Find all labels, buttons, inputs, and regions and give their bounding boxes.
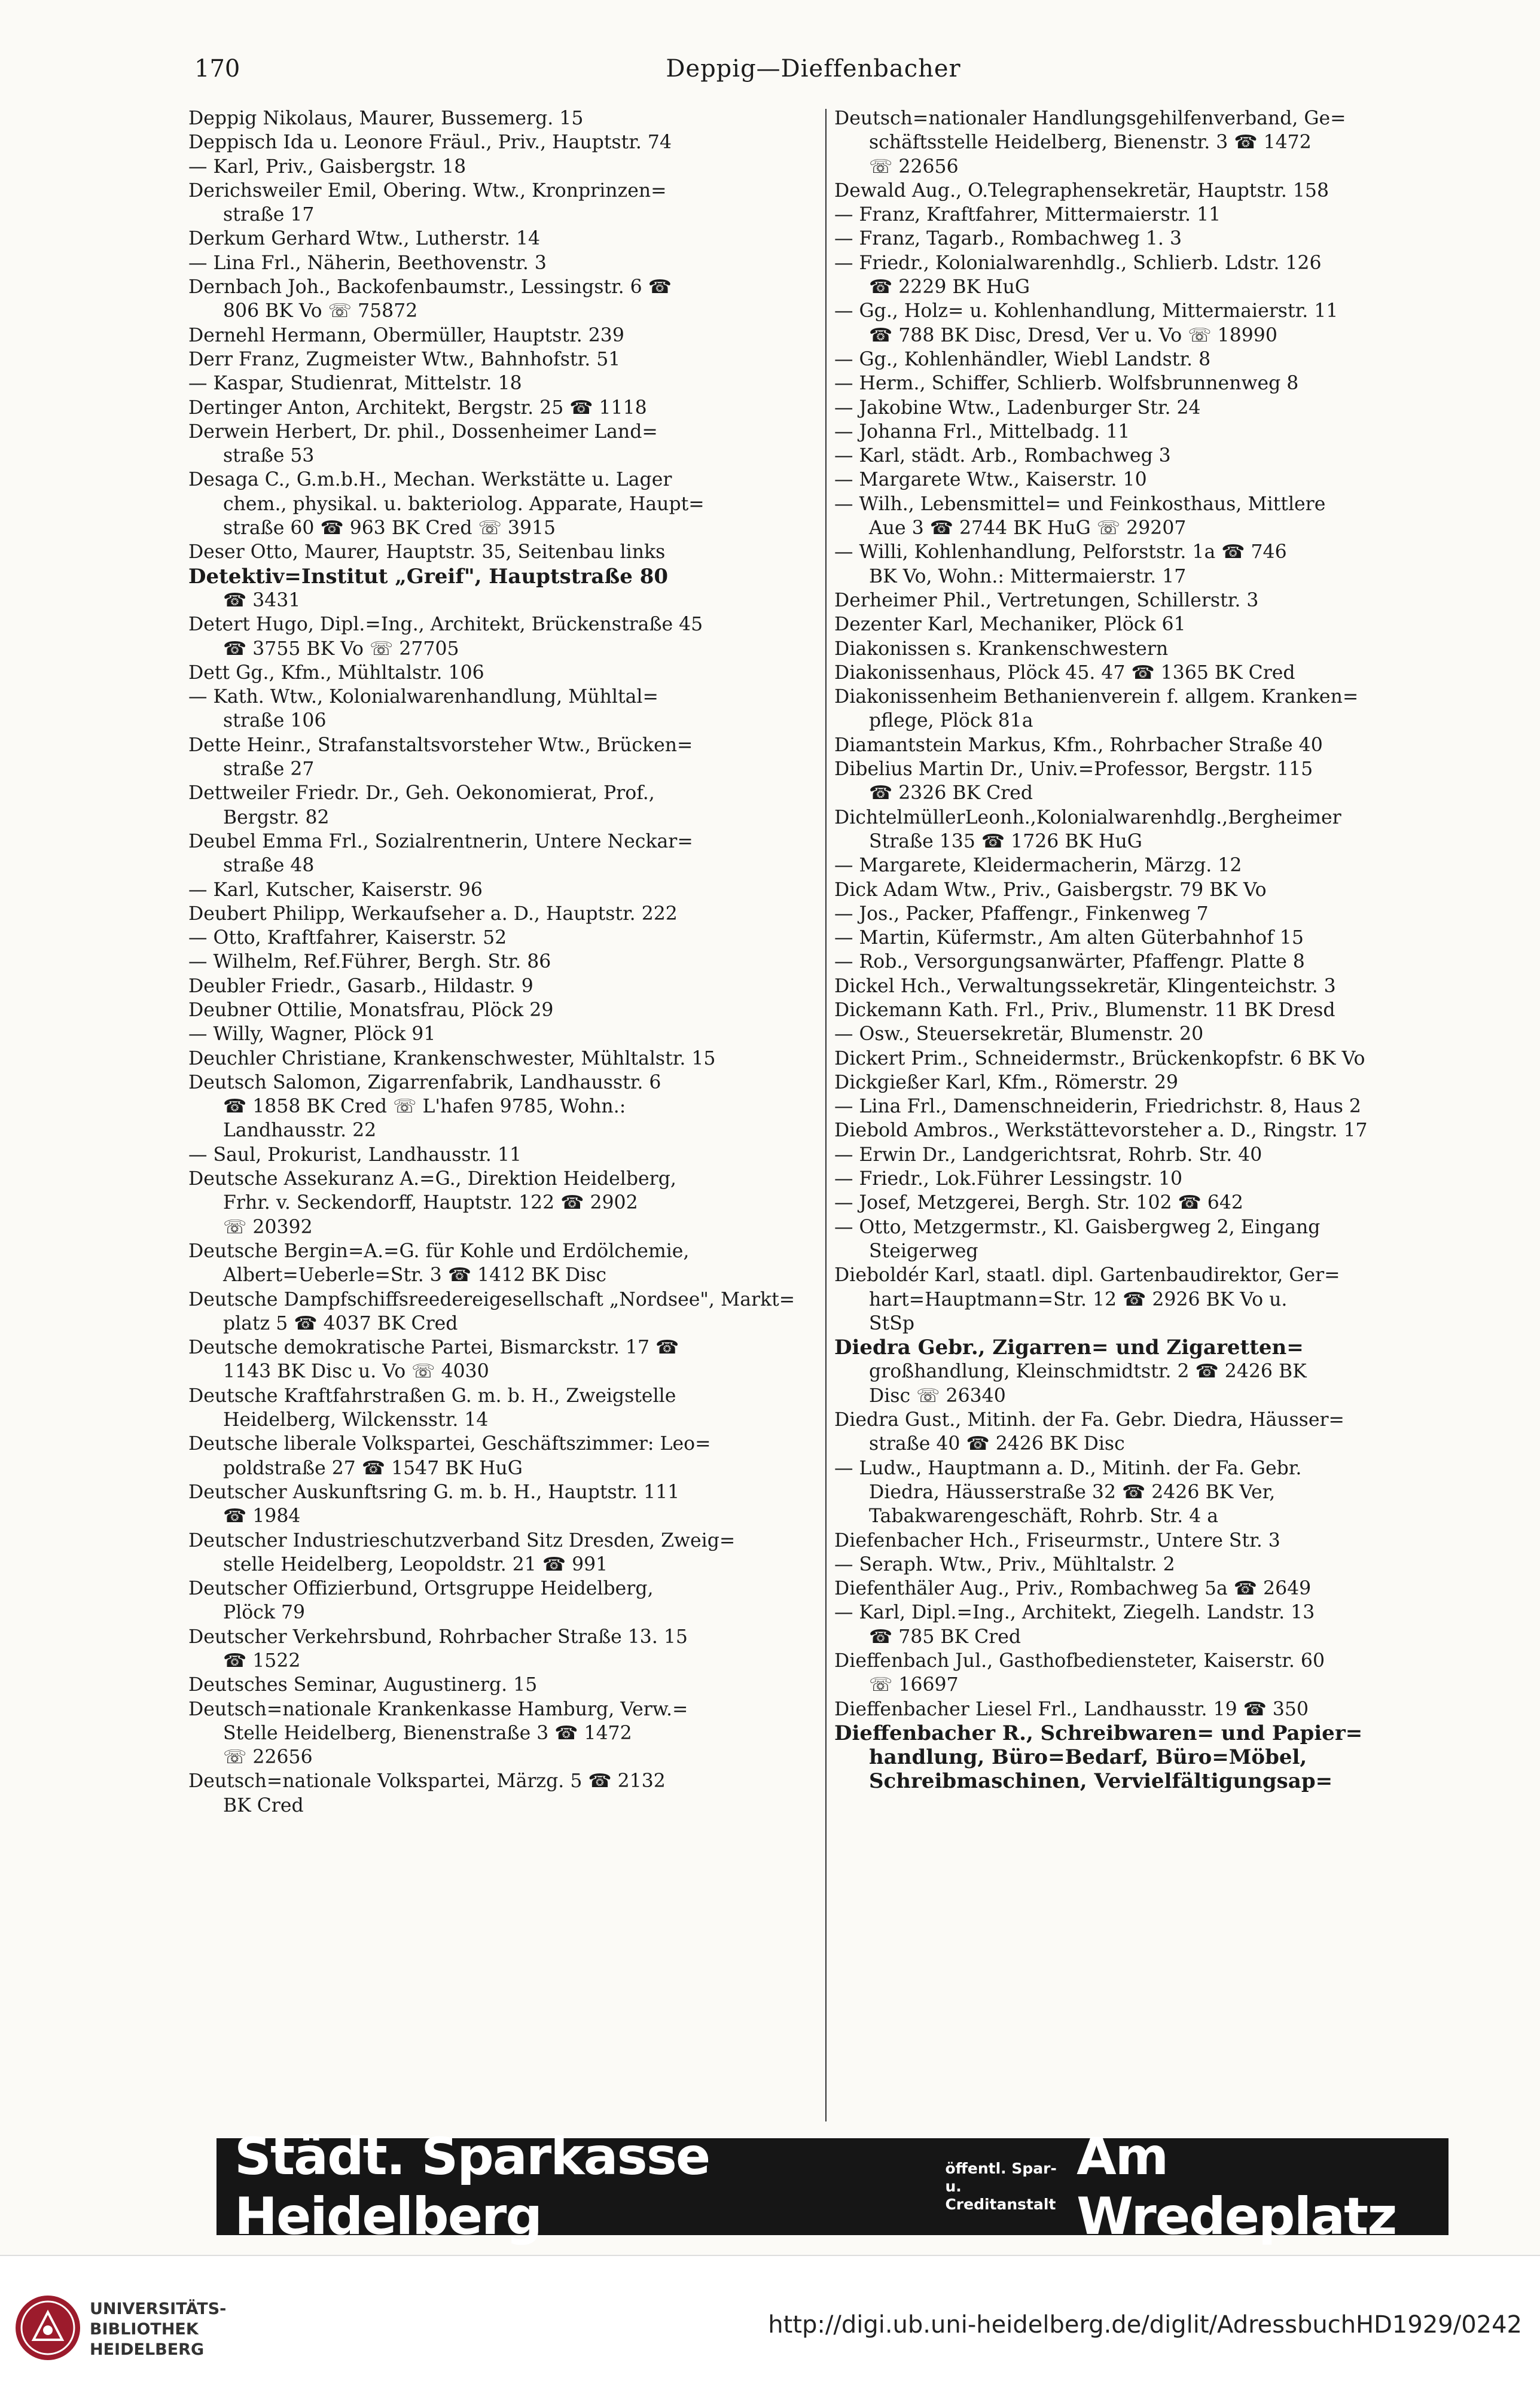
directory-line: Dertinger Anton, Architekt, Bergstr. 25 ☎ 1118 <box>188 397 647 419</box>
directory-line: — Osw., Steuersekretär, Blumenstr. 20 <box>834 1023 1204 1045</box>
directory-line: — Karl, Kutscher, Kaiserstr. 96 <box>188 879 483 901</box>
directory-line: Derr Franz, Zugmeister Wtw., Bahnhofstr. 51 <box>188 348 621 370</box>
directory-line: Dickel Hch., Verwaltungssekretär, Klingenteichstr. 3 <box>834 975 1336 997</box>
directory-line: Derichsweiler Emil, Obering. Wtw., Kronprinzen= <box>188 179 667 202</box>
directory-line: — Wilhelm, Ref.Führer, Bergh. Str. 86 <box>188 951 551 973</box>
directory-line: — Kaspar, Studienrat, Mittelstr. 18 <box>188 373 522 395</box>
directory-line: Dewald Aug., O.Telegraphensekretär, Hauptstr. 158 <box>834 179 1329 202</box>
directory-line: Desaga C., G.m.b.H., Mechan. Werkstätte u. Lager <box>188 469 672 491</box>
directory-line: Deutsche Assekuranz A.=G., Direktion Heidelberg, <box>188 1168 676 1190</box>
directory-line: — Erwin Dr., Landgerichtsrat, Rohrb. Str. 40 <box>834 1144 1263 1166</box>
directory-line: Dickgießer Karl, Kfm., Römerstr. 29 <box>834 1071 1179 1093</box>
directory-line: ☎ 2229 BK HuG <box>869 276 1030 298</box>
directory-line: — Franz, Tagarb., Rombachweg 1. 3 <box>834 228 1182 250</box>
directory-line: 806 BK Vo ☏ 75872 <box>223 300 418 322</box>
directory-line: BK Vo, Wohn.: Mittermaierstr. 17 <box>869 565 1187 587</box>
directory-line: Deutsch=nationaler Handlungsgehilfenverband, Ge= <box>834 108 1346 129</box>
directory-line: Stelle Heidelberg, Bienenstraße 3 ☎ 1472 <box>223 1722 632 1744</box>
directory-line: — Willy, Wagner, Plöck 91 <box>188 1023 436 1045</box>
directory-line: Deutsche liberale Volkspartei, Geschäftszimmer: Leo= <box>188 1433 711 1455</box>
directory-line: Deutsche Kraftfahrstraßen G. m. b. H., Zweigstelle <box>188 1385 676 1407</box>
library-name-line1: UNIVERSITÄTS- <box>90 2300 227 2318</box>
directory-line: — Saul, Prokurist, Landhausstr. 11 <box>188 1144 522 1166</box>
directory-line: Deutsche Bergin=A.=G. für Kohle und Erdölchemie, <box>188 1240 690 1262</box>
directory-line: Deser Otto, Maurer, Hauptstr. 35, Seitenbau links <box>188 541 666 563</box>
directory-line: straße 48 <box>223 855 315 877</box>
directory-line: Diakonissen s. Krankenschwestern <box>834 638 1169 660</box>
directory-line: ☏ 20392 <box>223 1216 313 1238</box>
directory-line: Derheimer Phil., Vertretungen, Schillerstr. 3 <box>834 589 1259 611</box>
directory-line: Detektiv=Institut „Greif", Hauptstraße 80 <box>188 564 669 589</box>
directory-line: Derwein Herbert, Dr. phil., Dossenheimer Land= <box>188 420 658 443</box>
directory-line: Diedra, Häusserstraße 32 ☎ 2426 BK Ver, <box>869 1481 1276 1503</box>
directory-line: Deubert Philipp, Werkaufseher a. D., Hauptstr. 222 <box>188 903 678 925</box>
directory-line: — Margarete Wtw., Kaiserstr. 10 <box>834 469 1147 491</box>
ad-subtitle-line2: Creditanstalt <box>945 2196 1056 2213</box>
directory-line: Heidelberg, Wilckensstr. 14 <box>223 1409 489 1431</box>
directory-line: großhandlung, Kleinschmidtstr. 2 ☎ 2426 BK <box>869 1361 1307 1383</box>
directory-line: pflege, Plöck 81a <box>869 710 1033 732</box>
directory-line: Dieboldér Karl, staatl. dipl. Gartenbaudirektor, Ger= <box>834 1264 1340 1287</box>
directory-line: Deutsch Salomon, Zigarrenfabrik, Landhausstr. 6 <box>188 1071 661 1093</box>
directory-line: — Friedr., Kolonialwarenhdlg., Schlierb. Ldstr. 126 <box>834 252 1322 274</box>
directory-line: Deubel Emma Frl., Sozialrentnerin, Untere Neckar= <box>188 830 693 852</box>
directory-line: Deppisch Ida u. Leonore Fräul., Priv., Hauptstr. 74 <box>188 132 672 154</box>
directory-line: ☎ 785 BK Cred <box>869 1626 1021 1648</box>
directory-line: — Karl, städt. Arb., Rombachweg 3 <box>834 445 1171 467</box>
directory-line: ☎ 3755 BK Vo ☏ 27705 <box>223 638 459 660</box>
directory-line: Deutsche demokratische Partei, Bismarckstr. 17 ☎ <box>188 1337 679 1359</box>
directory-line: Derkum Gerhard Wtw., Lutherstr. 14 <box>188 228 541 250</box>
ad-subtitle-line1: öffentl. Spar- u. <box>945 2160 1057 2195</box>
directory-line: Diedra Gust., Mitinh. der Fa. Gebr. Diedra, Häusser= <box>834 1409 1344 1431</box>
directory-line: — Friedr., Lok.Führer Lessingstr. 10 <box>834 1168 1183 1190</box>
directory-line: — Seraph. Wtw., Priv., Mühltalstr. 2 <box>834 1553 1175 1575</box>
directory-line: Dibelius Martin Dr., Univ.=Professor, Bergstr. 115 <box>834 758 1313 781</box>
directory-line: ☎ 2326 BK Cred <box>869 782 1033 804</box>
directory-line: Straße 135 ☎ 1726 BK HuG <box>869 830 1142 852</box>
directory-line: ☎ 788 BK Disc, Dresd, Ver u. Vo ☏ 18990 <box>869 324 1277 346</box>
column-divider <box>825 109 827 2121</box>
directory-line: ☏ 22656 <box>869 156 959 178</box>
directory-line: Steigerweg <box>869 1240 978 1262</box>
directory-line: Diedra Gebr., Zigarren= und Zigaretten= <box>834 1336 1304 1360</box>
directory-line: Dett Gg., Kfm., Mühltalstr. 106 <box>188 662 484 684</box>
directory-line: ☎ 3431 <box>223 589 301 611</box>
directory-line: Dickemann Kath. Frl., Priv., Blumenstr. 11 BK Dresd <box>834 999 1335 1021</box>
directory-line: — Gg., Holz= u. Kohlenhandlung, Mittermaierstr. 11 <box>834 300 1338 322</box>
directory-line: stelle Heidelberg, Leopoldstr. 21 ☎ 991 <box>223 1553 608 1575</box>
library-name-line3: HEIDELBERG <box>90 2340 205 2359</box>
directory-line: Deutsch=nationale Volkspartei, Märzg. 5 ☎ 2132 <box>188 1770 666 1793</box>
directory-line: Schreibmaschinen, Vervielfältigungsap= <box>869 1769 1333 1794</box>
directory-line: — Jakobine Wtw., Ladenburger Str. 24 <box>834 397 1201 419</box>
directory-line: Dezenter Karl, Mechaniker, Plöck 61 <box>834 614 1186 636</box>
directory-line: ☏ 16697 <box>869 1674 959 1696</box>
source-url-link[interactable]: http://digi.ub.uni-heidelberg.de/diglit/AdressbuchHD1929/0242 <box>768 2311 1522 2339</box>
directory-line: Dette Heinr., Strafanstaltsvorsteher Wtw., Brücken= <box>188 734 693 756</box>
directory-line: Tabakwarengeschäft, Rohrb. Str. 4 a <box>869 1505 1219 1528</box>
directory-line: — Jos., Packer, Pfaffengr., Finkenweg 7 <box>834 903 1209 925</box>
directory-line: — Herm., Schiffer, Schlierb. Wolfsbrunnenweg 8 <box>834 373 1299 395</box>
directory-line: Diakonissenhaus, Plöck 45. 47 ☎ 1365 BK Cred <box>834 662 1295 684</box>
directory-line: — Wilh., Lebensmittel= und Feinkosthaus, Mittlere <box>834 493 1326 515</box>
directory-line: 1143 BK Disc u. Vo ☏ 4030 <box>223 1361 489 1383</box>
ad-location: Am Wredeplatz <box>1077 2127 1396 2246</box>
library-name <box>90 2299 226 2360</box>
directory-line: — Josef, Metzgerei, Bergh. Str. 102 ☎ 642 <box>834 1192 1243 1214</box>
directory-line: Dieffenbach Jul., Gasthofbediensteter, Kaiserstr. 60 <box>834 1650 1325 1672</box>
directory-line: Diakonissenheim Bethanienverein f. allgem. Kranken= <box>834 686 1359 708</box>
directory-line: Deubner Ottilie, Monatsfrau, Plöck 29 <box>188 999 554 1021</box>
directory-line: — Willi, Kohlenhandlung, Pelforststr. 1a ☎ 746 <box>834 541 1287 563</box>
directory-line: — Lina Frl., Damenschneiderin, Friedrichstr. 8, Haus 2 <box>834 1096 1361 1118</box>
sparkasse-advertisement <box>216 2127 1448 2246</box>
directory-line: Diefenthäler Aug., Priv., Rombachweg 5a ☎ 2649 <box>834 1578 1312 1600</box>
directory-line: Diamantstein Markus, Kfm., Rohrbacher Straße 40 <box>834 734 1323 756</box>
directory-line: straße 27 <box>223 758 315 781</box>
directory-line: — Lina Frl., Näherin, Beethovenstr. 3 <box>188 252 547 274</box>
directory-line: Detert Hugo, Dipl.=Ing., Architekt, Brückenstraße 45 <box>188 614 703 636</box>
directory-line: Deutsches Seminar, Augustinerg. 15 <box>188 1674 538 1696</box>
directory-line: Deutsche Dampfschiffsreedereigesellschaft „Nordsee", Markt= <box>188 1288 795 1310</box>
directory-line: — Karl, Priv., Gaisbergstr. 18 <box>188 156 466 178</box>
directory-line: Bergstr. 82 <box>223 806 330 828</box>
directory-line: Deutscher Verkehrsbund, Rohrbacher Straße 13. 15 <box>188 1626 688 1648</box>
directory-line: Dettweiler Friedr. Dr., Geh. Oekonomierat, Prof., <box>188 782 655 804</box>
running-header: Deppig—Dieffenbacher <box>666 55 961 83</box>
directory-line: Deuchler Christiane, Krankenschwester, Mühltalstr. 15 <box>188 1047 716 1069</box>
directory-line: Landhausstr. 22 <box>223 1120 377 1142</box>
directory-line: Plöck 79 <box>223 1602 306 1624</box>
directory-line: — Margarete, Kleidermacherin, Märzg. 12 <box>834 855 1242 877</box>
directory-line: Dernehl Hermann, Obermüller, Hauptstr. 239 <box>188 324 624 346</box>
directory-line: Dieffenbacher Liesel Frl., Landhausstr. 19 ☎ 350 <box>834 1698 1309 1720</box>
directory-line: straße 106 <box>223 710 327 732</box>
directory-line: schäftsstelle Heidelberg, Bienenstr. 3 ☎ 1472 <box>869 132 1312 154</box>
directory-line: ☎ 1984 <box>223 1505 301 1528</box>
directory-line: Deutscher Industrieschutzverband Sitz Dresden, Zweig= <box>188 1529 736 1551</box>
right-column <box>834 106 1465 1794</box>
directory-line: StSp <box>869 1312 914 1334</box>
directory-line: — Kath. Wtw., Kolonialwarenhandlung, Mühltal= <box>188 686 658 708</box>
directory-line: — Karl, Dipl.=Ing., Architekt, Ziegelh. Landstr. 13 <box>834 1602 1315 1624</box>
directory-line: straße 40 ☎ 2426 BK Disc <box>869 1433 1125 1455</box>
directory-line: Dick Adam Wtw., Priv., Gaisbergstr. 79 BK Vo <box>834 879 1267 901</box>
directory-line: — Franz, Kraftfahrer, Mittermaierstr. 11 <box>834 204 1221 226</box>
directory-line: Deutscher Auskunftsring G. m. b. H., Hauptstr. 111 <box>188 1481 680 1503</box>
directory-line: Diebold Ambros., Werkstättevorsteher a. D., Ringstr. 17 <box>834 1120 1368 1142</box>
ad-subtitle <box>945 2160 1061 2214</box>
directory-line: DichtelmüllerLeonh.,Kolonialwarenhdlg.,Bergheimer <box>834 806 1341 828</box>
directory-line: Deutscher Offizierbund, Ortsgruppe Heidelberg, <box>188 1578 654 1600</box>
directory-line: Diefenbacher Hch., Friseurmstr., Untere Str. 3 <box>834 1529 1280 1551</box>
library-name-line2: BIBLIOTHEK <box>90 2320 199 2339</box>
directory-line: Frhr. v. Seckendorff, Hauptstr. 122 ☎ 2902 <box>223 1192 638 1214</box>
directory-line: hart=Hauptmann=Str. 12 ☎ 2926 BK Vo u. <box>869 1288 1288 1310</box>
directory-line: ☏ 22656 <box>223 1746 313 1769</box>
directory-line: chem., physikal. u. bakteriolog. Apparate, Haupt= <box>223 493 705 515</box>
directory-line: Dieffenbacher R., Schreibwaren= und Papier= <box>834 1721 1363 1745</box>
directory-line: straße 53 <box>223 445 315 467</box>
directory-line: Deppig Nikolaus, Maurer, Bussemerg. 15 <box>188 108 584 129</box>
directory-line: BK Cred <box>223 1794 304 1816</box>
directory-line: handlung, Büro=Bedarf, Büro=Möbel, <box>869 1745 1307 1770</box>
directory-line: — Otto, Metzgermstr., Kl. Gaisbergweg 2, Eingang <box>834 1216 1321 1238</box>
directory-line: Dernbach Joh., Backofenbaumstr., Lessingstr. 6 ☎ <box>188 276 672 298</box>
directory-line: — Martin, Küfermstr., Am alten Güterbahnhof 15 <box>834 927 1304 949</box>
directory-line: Deubler Friedr., Gasarb., Hildastr. 9 <box>188 975 533 997</box>
directory-line: — Gg., Kohlenhändler, Wiebl Landstr. 8 <box>834 348 1211 370</box>
directory-line: Deutsch=nationale Krankenkasse Hamburg, Verw.= <box>188 1698 688 1720</box>
directory-line: straße 60 ☎ 963 BK Cred ☏ 3915 <box>223 517 556 539</box>
directory-line: Aue 3 ☎ 2744 BK HuG ☏ 29207 <box>869 517 1187 539</box>
directory-line: Disc ☏ 26340 <box>869 1385 1006 1407</box>
left-column <box>188 106 819 1818</box>
directory-line: ☎ 1858 BK Cred ☏ L'hafen 9785, Wohn.: <box>223 1096 626 1118</box>
directory-line: — Johanna Frl., Mittelbadg. 11 <box>834 420 1130 443</box>
page-number: 170 <box>194 55 240 83</box>
directory-line: — Rob., Versorgungsanwärter, Pfaffengr. Platte 8 <box>834 951 1305 973</box>
directory-line: Dickert Prim., Schneidermstr., Brückenkopfstr. 6 BK Vo <box>834 1047 1365 1069</box>
university-seal-icon <box>12 2292 84 2364</box>
directory-line: platz 5 ☎ 4037 BK Cred <box>223 1312 458 1334</box>
directory-line: Albert=Ueberle=Str. 3 ☎ 1412 BK Disc <box>223 1264 607 1287</box>
directory-line: poldstraße 27 ☎ 1547 BK HuG <box>223 1457 523 1479</box>
directory-line: — Otto, Kraftfahrer, Kaiserstr. 52 <box>188 927 507 949</box>
viewer-footer <box>0 2255 1540 2399</box>
directory-line: straße 17 <box>223 204 315 226</box>
ad-bank-name: Städt. Sparkasse Heidelberg <box>234 2127 710 2246</box>
directory-line: ☎ 1522 <box>223 1650 301 1672</box>
directory-line: — Ludw., Hauptmann a. D., Mitinh. der Fa. Gebr. <box>834 1457 1302 1479</box>
